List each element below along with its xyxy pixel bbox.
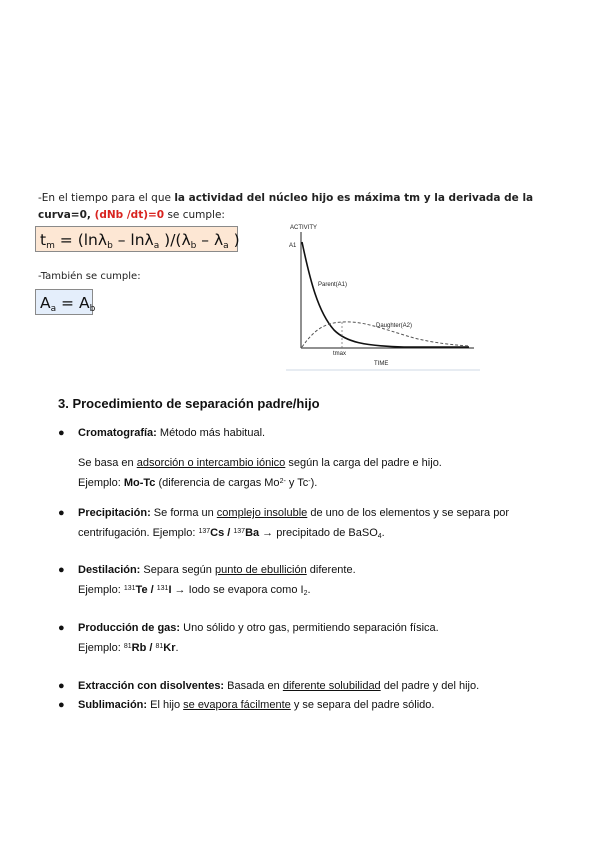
bullet-icon: ● bbox=[58, 622, 65, 634]
crom-ex-pre: Ejemplo: bbox=[78, 477, 124, 489]
intro-paragraph bbox=[38, 190, 560, 224]
crom-underline: adsorción o intercambio iónico bbox=[136, 457, 286, 469]
prec-mass-cs: 137 bbox=[198, 528, 211, 535]
crom-end: ). bbox=[310, 477, 318, 489]
f1-eq: = (lnλ bbox=[54, 231, 108, 249]
dest-post: diferente. bbox=[306, 564, 356, 576]
dest-pre: Separa según bbox=[140, 564, 215, 576]
gas-mass-kr: 81 bbox=[155, 643, 164, 650]
item-text bbox=[78, 560, 548, 580]
dest-i: I bbox=[168, 584, 172, 596]
sub-pre: El hijo bbox=[147, 699, 184, 711]
chart-a1-label: A1 bbox=[289, 243, 297, 249]
sub-underline: se evapora fácilmente bbox=[183, 699, 291, 711]
parent-curve bbox=[302, 242, 469, 347]
gas-text: Uno sólido y otro gas, permitiendo separación física. bbox=[180, 622, 439, 634]
parent-label: Parent(A1) bbox=[318, 282, 348, 288]
f1-mid3: – λ bbox=[196, 231, 224, 249]
tmax-label: tmax bbox=[333, 351, 347, 357]
gas-mass-rb: 81 bbox=[123, 643, 132, 650]
daughter-label: Daughter(A2) bbox=[376, 323, 413, 329]
dest-sub: 2 bbox=[303, 590, 308, 597]
crom-charge-mo: 2- bbox=[279, 478, 286, 485]
bullet-icon: ● bbox=[58, 680, 65, 692]
dest-ex-pre: Ejemplo: bbox=[78, 584, 124, 596]
sub-post: y se separa del padre sólido. bbox=[290, 699, 435, 711]
prec-ex-pre: centrifugación. Ejemplo: bbox=[78, 527, 199, 539]
f1-mid: – lnλ bbox=[112, 231, 154, 249]
item-title: Extracción con disolventes: bbox=[78, 680, 225, 692]
bullet-icon: ● bbox=[58, 564, 65, 576]
prec-mass-ba: 137 bbox=[233, 528, 246, 535]
f1-end: ) bbox=[228, 231, 240, 249]
crom-example bbox=[78, 472, 548, 493]
crom-and: y Tc bbox=[285, 477, 309, 489]
intro-suffix: se cumple: bbox=[164, 209, 225, 221]
item-title: Destilación: bbox=[78, 564, 141, 576]
crom-charge-tc: - bbox=[308, 478, 311, 485]
dest-underline: punto de ebullición bbox=[214, 564, 307, 576]
crom-detail bbox=[78, 453, 548, 473]
ext-pre: Basada en bbox=[224, 680, 283, 692]
item-desc: Método más habitual. bbox=[156, 427, 266, 439]
f1-b1: b bbox=[107, 241, 113, 251]
prec-ex-post: → precipitado de BaSO bbox=[259, 527, 378, 539]
f1-a1: a bbox=[153, 241, 160, 251]
item-text bbox=[78, 695, 548, 715]
prec-example bbox=[78, 522, 548, 547]
dest-mass-i: 131 bbox=[156, 585, 169, 592]
f1-m: m bbox=[46, 241, 55, 251]
formula-equilibrium bbox=[35, 289, 96, 315]
intro-prefix: -En el tiempo para el que bbox=[38, 192, 175, 204]
prec-sub: 4 bbox=[377, 533, 382, 540]
bullet-icon: ● bbox=[58, 427, 65, 439]
f1-mid2: )/(λ bbox=[159, 231, 191, 249]
dest-mass-te: 131 bbox=[123, 585, 136, 592]
f1-a2: a bbox=[223, 241, 229, 251]
chart-x-label: TIME bbox=[374, 361, 389, 367]
section-heading: 3. Procedimiento de separación padre/hijo bbox=[58, 396, 320, 411]
item-text bbox=[78, 423, 548, 443]
bullet-icon: ● bbox=[58, 507, 65, 519]
crom-pre: Se basa en bbox=[78, 457, 137, 469]
f2-A1: A bbox=[40, 294, 51, 312]
formula-tmax bbox=[35, 226, 238, 252]
prec-underline: complejo insoluble bbox=[216, 507, 308, 519]
dest-te: Te / bbox=[135, 584, 157, 596]
item-title: Precipitación: bbox=[78, 507, 151, 519]
gas-example bbox=[78, 637, 548, 658]
item-title: Sublimación: bbox=[78, 699, 148, 711]
item-text bbox=[78, 503, 548, 523]
crom-ex-bold: Mo-Tc bbox=[123, 477, 156, 489]
gas-end: . bbox=[175, 642, 179, 654]
activity-chart bbox=[284, 220, 484, 372]
crom-ex-post: (diferencia de cargas Mo bbox=[155, 477, 280, 489]
intro-derivative: (dNb /dt)=0 bbox=[94, 209, 165, 221]
gas-rb: Rb / bbox=[131, 642, 156, 654]
chart-y-label: ACTIVITY bbox=[290, 225, 318, 231]
prec-ba: Ba bbox=[245, 527, 260, 539]
gas-ex-pre: Ejemplo: bbox=[78, 642, 124, 654]
dest-example bbox=[78, 579, 548, 604]
prec-end: . bbox=[381, 527, 385, 539]
intro-bold: la actividad del núcleo hijo es máxima tm y la derivada de la curva=0, bbox=[38, 192, 534, 221]
f2-a: a bbox=[50, 304, 57, 314]
prec-post: de uno de los elementos y se separa por bbox=[307, 507, 510, 519]
item-text bbox=[78, 618, 548, 638]
prec-pre: Se forma un bbox=[150, 507, 217, 519]
f1-t: t bbox=[40, 231, 47, 249]
also-text: -También se cumple: bbox=[38, 271, 141, 282]
prec-cs: Cs / bbox=[210, 527, 234, 539]
f2-eq: = A bbox=[56, 294, 90, 312]
item-text bbox=[78, 676, 548, 696]
dest-ex-post: → Iodo se evapora como I bbox=[171, 584, 304, 596]
ext-post: del padre y del hijo. bbox=[380, 680, 480, 692]
item-title: Producción de gas: bbox=[78, 622, 181, 634]
ext-underline: diferente solubilidad bbox=[282, 680, 381, 692]
dest-end: . bbox=[307, 584, 311, 596]
f1-b2: b bbox=[190, 241, 197, 251]
crom-post: según la carga del padre e hijo. bbox=[285, 457, 442, 469]
bullet-icon: ● bbox=[58, 699, 65, 711]
item-title: Cromatografía: bbox=[78, 427, 157, 439]
gas-kr: Kr bbox=[163, 642, 176, 654]
f2-b: b bbox=[89, 304, 96, 314]
